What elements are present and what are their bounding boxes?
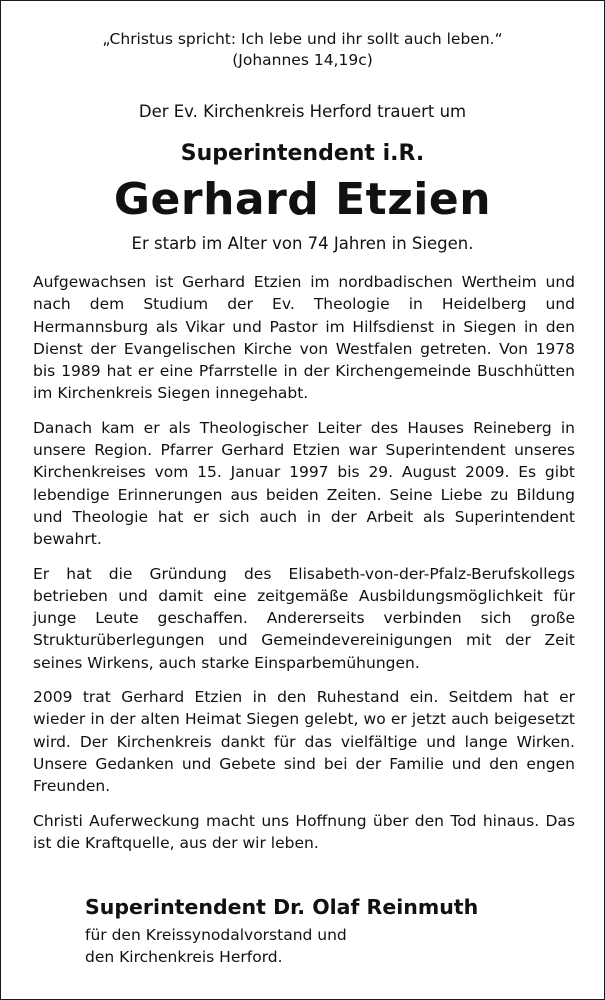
paragraph-2: Danach kam er als Theologischer Leiter des Hauses Reineberg in unsere Region. Pfarrer Gerhard Etzien war Superintendent unseres Kirchenkreises vom 15. Januar 1997 bis 29. August 2009. Es gibt lebendige Erinnerungen aus beiden Zeiten. Seine Liebe zu Bildung und Theologie hat er sich auch in der Arbeit als Superintendent bewahrt. — [33, 418, 575, 549]
quote-text: „Christus spricht: Ich lebe und ihr sollt auch leben.“ — [102, 30, 503, 48]
paragraph-1: Aufgewachsen ist Gerhard Etzien im nordbadischen Wertheim und nach dem Studium der Ev. Theologie in Heidelberg und Hermannsburg als Vikar und Pastor im Hilfsdienst in Siegen in den Dienst der Evangelischen Kirche von Westfalen getreten. Von 1978 bis 1989 hat er eine Pfarrstelle in der Kirchengemeinde Buschhütten im Kirchenkreis Siegen innegehabt. — [33, 273, 575, 403]
signer-line-1: für den Kreissynodalvorstand und — [85, 926, 347, 944]
signer-line-2: den Kirchenkreis Herford. — [85, 948, 283, 966]
mourner-line: Der Ev. Kirchenkreis Herford trauert um — [138, 102, 467, 121]
quote-source: (Johannes 14,19c) — [232, 51, 373, 69]
signer-name: Superintendent Dr. Olaf Reinmuth — [85, 895, 479, 919]
bible-quote — [1, 29, 604, 71]
obituary-body — [33, 271, 575, 866]
paragraph-5: Christi Auferweckung macht uns Hoffnung über den Tod hinaus. Das ist die Kraftquelle, aus der wir leben. — [33, 811, 575, 852]
death-line: Er starb im Alter von 74 Jahren in Siegen. — [131, 234, 474, 253]
paragraph-4: 2009 trat Gerhard Etzien in den Ruhestand ein. Seitdem hat er wieder in der alten Heimat Siegen gelebt, wo er jetzt auch beigesetzt wird. Der Kirchenkreis dankt für das vielfältige und lange Wirken. Unsere Gedanken und Gebete sind bei der Familie und den engen Freunden. — [33, 688, 575, 796]
paragraph-3: Er hat die Gründung des Elisabeth-von-der-Pfalz-Berufskollegs betrieben und damit eine zeitgemäße Ausbildungsmöglichkeit für junge Leute geschaffen. Andererseits verbinden sich große Strukturüberlegungen und Gemeindevereinigungen mit der Zeit seines Wirkens, auch starke Einsparbemühungen. — [33, 564, 575, 672]
deceased-name: Gerhard Etzien — [113, 174, 492, 225]
deceased-title: Superintendent i.R. — [180, 141, 425, 166]
